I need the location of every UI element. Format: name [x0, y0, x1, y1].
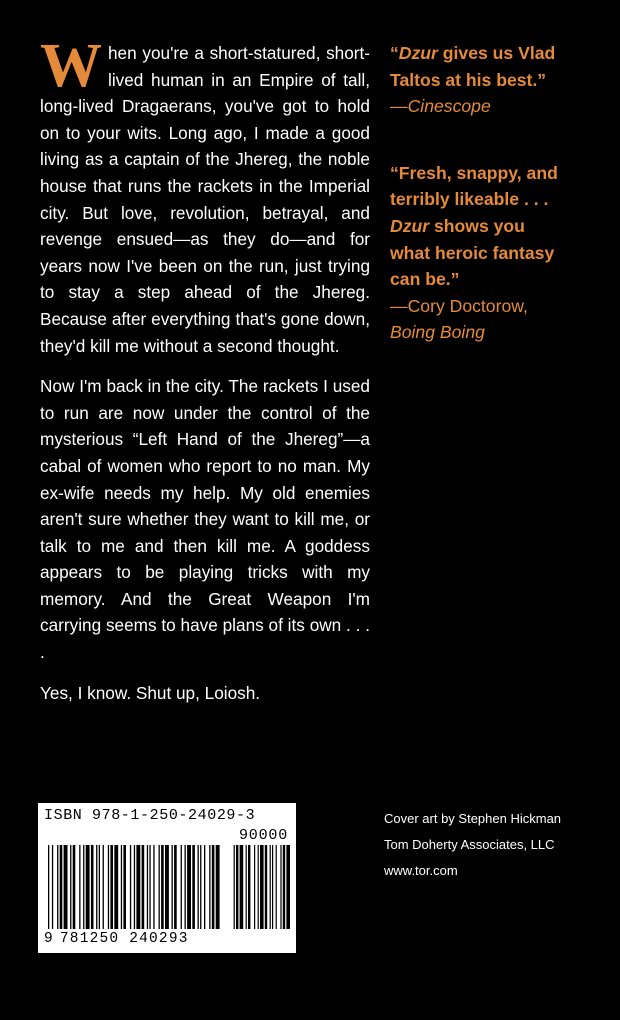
ean-digits — [44, 931, 290, 947]
quote-attribution: —Cory Doctorow, — [390, 295, 528, 316]
blurb — [40, 32, 370, 720]
review-quotes — [390, 40, 600, 386]
quote-line: what heroic fantasy — [390, 242, 555, 263]
book-title-inline: Dzur — [398, 43, 438, 63]
quote-cinescope — [390, 40, 600, 120]
credits — [384, 806, 604, 884]
isbn-barcode — [38, 803, 296, 953]
ean-first-digit: 9 — [44, 931, 54, 947]
blurb-paragraph-2: Now I'm back in the city. The rackets I used to run are now under the control of the mysterious “Left Hand of the Jhereg”—a cabal of women who report to no man. My ex-wife needs my help. My old enemies aren't sure whether they want to kill me, or talk to me and then kill me. A goddess appears to be playing tricks with my memory. And the Great Weapon I'm carrying seems to have plans of its own . . . . — [40, 376, 370, 663]
website-credit: www.tor.com — [384, 863, 458, 878]
blurb-paragraph-1 — [40, 32, 370, 359]
quote-line: “Dzur gives us Vlad — [390, 43, 556, 63]
publisher-credit: Tom Doherty Associates, LLC — [384, 837, 555, 852]
cover-art-credit: Cover art by Stephen Hickman — [384, 811, 562, 826]
quote-line: can be.” — [390, 269, 460, 290]
drop-cap: W — [40, 32, 102, 100]
price-addon-digits: 90000 — [238, 827, 288, 844]
book-title-inline: Dzur — [390, 215, 430, 236]
isbn-text: ISBN 978-1-250-24029-3 — [44, 807, 256, 824]
quote-line: “Fresh, snappy, and — [390, 162, 558, 183]
publication-name: Cinescope — [407, 96, 491, 117]
quote-doctorow — [390, 160, 600, 346]
quote-line: terribly likeable . . . — [390, 189, 549, 210]
quote-attribution: —Cinescope — [390, 96, 491, 117]
blurb-paragraph-1-text: hen you're a short-statured, short-lived human in an Empire of tall, long-lived Dragaerans, you've got to hold on to your wits. Long ago, I made a good living as a captain of the Jhereg, the noble house that runs the rackets in the Imperial city. But love, revolution, betrayal, and revenge ensued—as they do—and for years now I've been on the run, just trying to stay a step ahead of the Jhereg. Because after everything that's gone down, they'd kill me without a second thought. — [40, 43, 370, 356]
publication-name: Boing Boing — [390, 322, 485, 343]
quote-line: Dzur shows you — [390, 215, 525, 236]
quote-line: Taltos at his best.” — [390, 69, 547, 90]
barcode-bars — [44, 845, 290, 933]
ean-digits-rest: 781250 240293 — [59, 931, 189, 947]
blurb-paragraph-3: Yes, I know. Shut up, Loiosh. — [40, 682, 261, 703]
